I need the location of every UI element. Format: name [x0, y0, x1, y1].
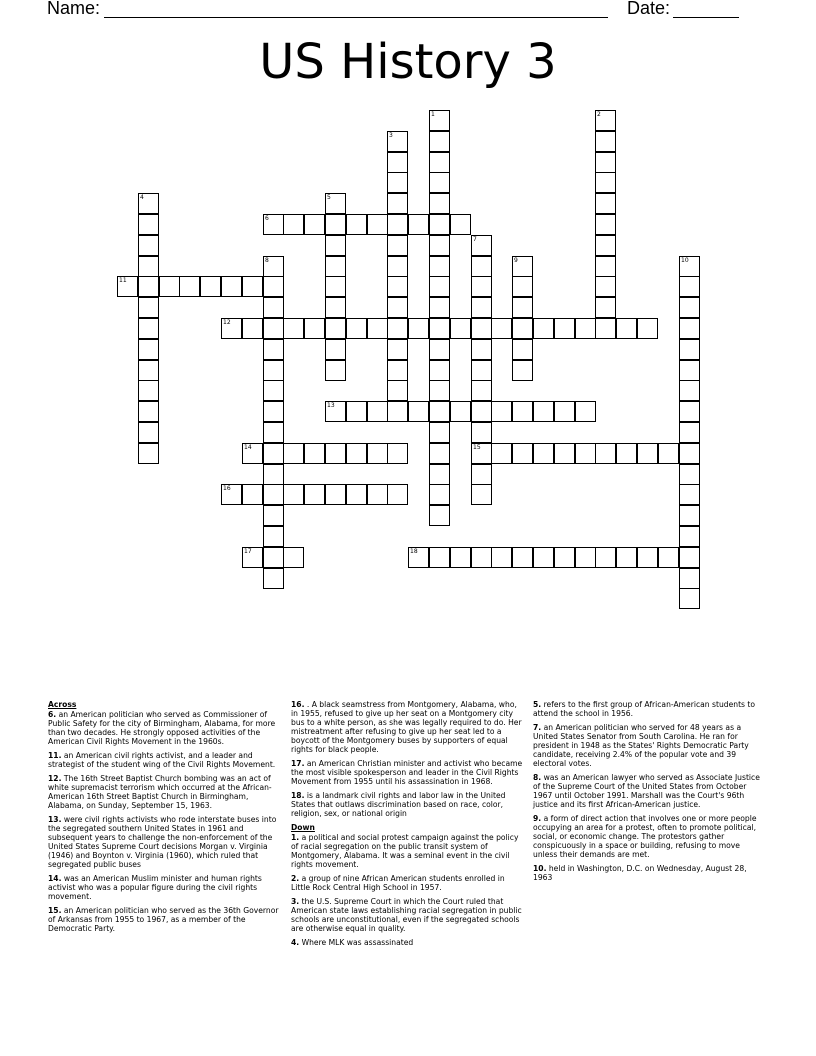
grid-cell[interactable] [450, 547, 471, 568]
clue-number: 6. [48, 710, 57, 719]
grid-cell[interactable] [325, 339, 346, 360]
grid-cell[interactable] [325, 235, 346, 256]
grid-cell[interactable] [471, 547, 492, 568]
grid-cell[interactable] [595, 318, 616, 339]
clue-text: the U.S. Supreme Court in which the Court ruled that American state laws establishing racial segregation in public schools are unconstitutional, even if the segregated schools are otherwise equal in quality. [291, 897, 522, 933]
grid-cell[interactable] [117, 276, 138, 297]
grid-cell[interactable] [387, 443, 408, 464]
grid-cell[interactable] [575, 318, 596, 339]
grid-cell[interactable] [616, 443, 637, 464]
grid-cell[interactable] [179, 276, 200, 297]
clue-item [48, 874, 283, 901]
grid-cell[interactable] [367, 214, 388, 235]
grid-cell[interactable] [595, 443, 616, 464]
cell-number: 16 [223, 485, 231, 492]
grid-cell[interactable] [679, 484, 700, 505]
grid-cell[interactable] [429, 214, 450, 235]
clue-text: an American politician who served for 48 years as a United States Senator from South Carolina. He ran for president in 1948 as the States' Rights Democratic Party candidate, receiving 2.4% of the popular vote and 39 electoral votes. [533, 723, 749, 768]
cell-number: 1 [431, 111, 435, 118]
grid-cell[interactable] [263, 360, 284, 381]
grid-cell[interactable] [387, 276, 408, 297]
grid-cell[interactable] [138, 256, 159, 277]
grid-cell[interactable] [325, 193, 346, 214]
grid-cell[interactable] [679, 422, 700, 443]
clue-number: 8. [533, 773, 542, 782]
grid-cell[interactable] [325, 256, 346, 277]
grid-cell[interactable] [263, 339, 284, 360]
grid-cell[interactable] [637, 443, 658, 464]
grid-cell[interactable] [533, 401, 554, 422]
grid-cell[interactable] [408, 318, 429, 339]
grid-cell[interactable] [512, 297, 533, 318]
grid-cell[interactable] [387, 318, 408, 339]
grid-cell[interactable] [221, 276, 242, 297]
grid-cell[interactable] [491, 318, 512, 339]
grid-cell[interactable] [575, 401, 596, 422]
grid-cell[interactable] [138, 401, 159, 422]
grid-cell[interactable] [242, 318, 263, 339]
grid-cell[interactable] [679, 401, 700, 422]
clue-text: . A black seamstress from Montgomery, Alabama, who, in 1955, refused to give up her seat on a Montgomery city bus to a white person, as she was legally required to do. Her mistreatment after refusing to give up her seat led to a boycott of the Montgomery buses by supporters of equal rights for black people. [291, 700, 522, 754]
cell-number: 14 [244, 444, 252, 451]
grid-cell[interactable] [242, 547, 263, 568]
grid-cell[interactable] [554, 401, 575, 422]
clue-item [291, 874, 524, 892]
clue-item [533, 864, 765, 882]
clue-text: were civil rights activists who rode interstate buses into the segregated southern United States in 1961 and subsequent years to challenge the non-enforcement of the United States Supreme Court decisions Morgan v. Virginia (1946) and Boynton v. Virginia (1960), which ruled that segregated public buses [48, 815, 277, 869]
grid-cell[interactable] [367, 318, 388, 339]
cell-number: 18 [410, 548, 418, 555]
grid-cell[interactable] [263, 568, 284, 589]
clue-item [291, 897, 524, 933]
grid-cell[interactable] [491, 547, 512, 568]
grid-cell[interactable] [679, 526, 700, 547]
grid-cell[interactable] [138, 214, 159, 235]
clue-number: 10. [533, 864, 547, 873]
across-clue-list-cont [291, 700, 524, 818]
clues-column-3 [533, 700, 765, 887]
grid-cell[interactable] [450, 401, 471, 422]
clue-number: 11. [48, 751, 62, 760]
grid-cell[interactable] [387, 235, 408, 256]
cell-number: 2 [597, 111, 601, 118]
grid-cell[interactable] [471, 297, 492, 318]
clue-item [291, 938, 524, 947]
grid-cell[interactable] [429, 276, 450, 297]
cell-number: 13 [327, 402, 335, 409]
grid-cell[interactable] [429, 360, 450, 381]
cell-number: 5 [327, 194, 331, 201]
grid-cell[interactable] [387, 256, 408, 277]
grid-cell[interactable] [575, 443, 596, 464]
grid-cell[interactable] [595, 297, 616, 318]
grid-cell[interactable] [429, 422, 450, 443]
grid-cell[interactable] [595, 214, 616, 235]
grid-cell[interactable] [325, 443, 346, 464]
grid-cell[interactable] [679, 464, 700, 485]
grid-cell[interactable] [346, 318, 367, 339]
grid-cell[interactable] [325, 318, 346, 339]
clue-text: an American Christian minister and activist who became the most visible spokesperson and leader in the Civil Rights Movement from 1955 until his assassination in 1968. [291, 759, 523, 786]
clue-item [291, 700, 524, 754]
clue-item [533, 773, 765, 809]
clue-text: refers to the first group of African-American students to attend the school in 1956. [533, 700, 756, 718]
clue-item [533, 723, 765, 768]
grid-cell[interactable] [387, 214, 408, 235]
grid-cell[interactable] [679, 588, 700, 609]
grid-cell[interactable] [637, 547, 658, 568]
grid-cell[interactable] [283, 443, 304, 464]
cell-number: 3 [389, 132, 393, 139]
grid-cell[interactable] [471, 464, 492, 485]
clue-number: 3. [291, 897, 300, 906]
grid-cell[interactable] [595, 110, 616, 131]
grid-cell[interactable] [387, 131, 408, 152]
cell-number: 4 [140, 194, 144, 201]
grid-cell[interactable] [159, 276, 180, 297]
across-clue-list [48, 710, 283, 933]
grid-cell[interactable] [679, 339, 700, 360]
grid-cell[interactable] [408, 401, 429, 422]
grid-cell[interactable] [429, 152, 450, 173]
grid-cell[interactable] [679, 297, 700, 318]
grid-cell[interactable] [679, 318, 700, 339]
grid-cell[interactable] [512, 360, 533, 381]
grid-cell[interactable] [367, 401, 388, 422]
grid-cell[interactable] [429, 256, 450, 277]
grid-cell[interactable] [595, 152, 616, 173]
clue-item [291, 759, 524, 786]
grid-cell[interactable] [138, 193, 159, 214]
page-title: US History 3 [259, 34, 557, 90]
grid-cell[interactable] [471, 360, 492, 381]
grid-cell[interactable] [325, 297, 346, 318]
grid-cell[interactable] [429, 547, 450, 568]
clues-column-1 [48, 700, 283, 938]
grid-cell[interactable] [471, 484, 492, 505]
clue-item [48, 906, 283, 933]
clue-text: a form of direct action that involves one or more people occupying an area for a protest, often to promote political, social, or economic change. The protestors gather conspicuously in a space or building, refusing to move unless their demands are met. [533, 814, 757, 859]
grid-cell[interactable] [429, 464, 450, 485]
grid-cell[interactable] [263, 505, 284, 526]
grid-cell[interactable] [679, 380, 700, 401]
grid-cell[interactable] [679, 505, 700, 526]
grid-cell[interactable] [450, 214, 471, 235]
grid-cell[interactable] [138, 318, 159, 339]
grid-cell[interactable] [679, 360, 700, 381]
clue-number: 1. [291, 833, 300, 842]
clue-text: Where MLK was assassinated [299, 938, 414, 947]
grid-cell[interactable] [138, 339, 159, 360]
clue-number: 4. [291, 938, 300, 947]
grid-cell[interactable] [679, 547, 700, 568]
grid-cell[interactable] [263, 547, 284, 568]
clue-item [48, 774, 283, 810]
grid-cell[interactable] [200, 276, 221, 297]
clue-text: an American civil rights activist, and a leader and strategist of the student wing of the Civil Rights Movement. [48, 751, 276, 769]
grid-cell[interactable] [679, 568, 700, 589]
grid-cell[interactable] [304, 318, 325, 339]
grid-cell[interactable] [387, 172, 408, 193]
grid-cell[interactable] [304, 214, 325, 235]
grid-cell[interactable] [533, 547, 554, 568]
grid-cell[interactable] [595, 131, 616, 152]
grid-cell[interactable] [429, 110, 450, 131]
grid-cell[interactable] [263, 443, 284, 464]
cell-number: 7 [473, 236, 477, 243]
grid-cell[interactable] [263, 484, 284, 505]
grid-cell[interactable] [138, 276, 159, 297]
grid-cell[interactable] [450, 318, 471, 339]
grid-cell[interactable] [679, 443, 700, 464]
grid-cell[interactable] [595, 193, 616, 214]
clue-text: a political and social protest campaign against the policy of racial segregation on the public transit system of Montgomery, Alabama. It was a seminal event in the civil rights movement. [291, 833, 519, 869]
grid-cell[interactable] [283, 318, 304, 339]
grid-cell[interactable] [512, 276, 533, 297]
grid-cell[interactable] [429, 172, 450, 193]
grid-cell[interactable] [471, 422, 492, 443]
grid-cell[interactable] [533, 318, 554, 339]
clue-number: 9. [533, 814, 542, 823]
grid-cell[interactable] [595, 172, 616, 193]
down-clue-list-cont [533, 700, 765, 882]
grid-cell[interactable] [471, 318, 492, 339]
clue-number: 18. [291, 791, 305, 800]
grid-cell[interactable] [367, 484, 388, 505]
clue-item [533, 814, 765, 859]
grid-cell[interactable] [387, 380, 408, 401]
cell-number: 10 [681, 257, 689, 264]
grid-cell[interactable] [346, 484, 367, 505]
grid-cell[interactable] [595, 235, 616, 256]
grid-cell[interactable] [263, 464, 284, 485]
clues-column-2 [291, 700, 524, 952]
grid-cell[interactable] [387, 297, 408, 318]
grid-cell[interactable] [325, 214, 346, 235]
clue-number: 15. [48, 906, 62, 915]
clue-text: held in Washington, D.C. on Wednesday, August 28, 1963 [533, 864, 747, 882]
grid-cell[interactable] [138, 422, 159, 443]
clue-text: a group of nine African American students enrolled in Little Rock Central High School in 1957. [291, 874, 505, 892]
grid-cell[interactable] [242, 443, 263, 464]
grid-cell[interactable] [679, 276, 700, 297]
grid-cell[interactable] [658, 443, 679, 464]
clue-text: The 16th Street Baptist Church bombing was an act of white supremacist terrorism which occurred at the African-American 16th Street Baptist Church in Birmingham, Alabama, on Sunday, September 15, 1963. [48, 774, 272, 810]
grid-cell[interactable] [325, 276, 346, 297]
grid-cell[interactable] [263, 526, 284, 547]
grid-cell[interactable] [429, 131, 450, 152]
grid-cell[interactable] [304, 443, 325, 464]
grid-cell[interactable] [679, 256, 700, 277]
grid-cell[interactable] [263, 318, 284, 339]
clue-number: 13. [48, 815, 62, 824]
grid-cell[interactable] [429, 193, 450, 214]
grid-cell[interactable] [221, 318, 242, 339]
clue-number: 14. [48, 874, 62, 883]
grid-cell[interactable] [512, 401, 533, 422]
cell-number: 11 [119, 277, 127, 284]
clue-item [291, 833, 524, 869]
grid-cell[interactable] [429, 380, 450, 401]
grid-cell[interactable] [325, 401, 346, 422]
grid-cell[interactable] [512, 339, 533, 360]
grid-cell[interactable] [138, 443, 159, 464]
clue-number: 7. [533, 723, 542, 732]
grid-cell[interactable] [138, 235, 159, 256]
grid-cell[interactable] [221, 484, 242, 505]
grid-cell[interactable] [304, 484, 325, 505]
grid-cell[interactable] [512, 318, 533, 339]
cell-number: 12 [223, 319, 231, 326]
grid-cell[interactable] [637, 318, 658, 339]
grid-cell[interactable] [512, 547, 533, 568]
grid-cell[interactable] [263, 380, 284, 401]
grid-cell[interactable] [429, 401, 450, 422]
grid-cell[interactable] [595, 276, 616, 297]
grid-cell[interactable] [242, 484, 263, 505]
grid-cell[interactable] [533, 443, 554, 464]
grid-cell[interactable] [554, 318, 575, 339]
grid-cell[interactable] [346, 401, 367, 422]
grid-cell[interactable] [138, 297, 159, 318]
grid-cell[interactable] [471, 443, 492, 464]
grid-cell[interactable] [471, 235, 492, 256]
grid-cell[interactable] [512, 443, 533, 464]
clue-number: 12. [48, 774, 62, 783]
grid-cell[interactable] [325, 484, 346, 505]
grid-cell[interactable] [346, 443, 367, 464]
clue-item [533, 700, 765, 718]
grid-cell[interactable] [595, 547, 616, 568]
grid-cell[interactable] [387, 360, 408, 381]
clue-item [48, 710, 283, 746]
grid-cell[interactable] [242, 276, 263, 297]
clue-number: 17. [291, 759, 305, 768]
cell-number: 8 [265, 257, 269, 264]
grid-cell[interactable] [512, 256, 533, 277]
grid-cell[interactable] [408, 214, 429, 235]
name-label: Name: [47, 0, 101, 18]
grid-cell[interactable] [283, 547, 304, 568]
grid-cell[interactable] [387, 339, 408, 360]
grid-cell[interactable] [471, 380, 492, 401]
clue-text: an American politician who served as the 36th Governor of Arkansas from 1955 to 1967, as a member of the Democratic Party. [48, 906, 279, 933]
grid-cell[interactable] [429, 235, 450, 256]
grid-cell[interactable] [429, 505, 450, 526]
grid-cell[interactable] [616, 547, 637, 568]
grid-cell[interactable] [263, 256, 284, 277]
grid-cell[interactable] [575, 547, 596, 568]
clue-number: 5. [533, 700, 542, 709]
grid-cell[interactable] [554, 443, 575, 464]
down-clue-list [291, 833, 524, 947]
grid-cell[interactable] [429, 297, 450, 318]
clue-number: 2. [291, 874, 300, 883]
grid-cell[interactable] [471, 401, 492, 422]
grid-cell[interactable] [471, 339, 492, 360]
clue-text: was an American Muslim minister and human rights activist who was a popular figure during the civil rights movement. [48, 874, 262, 901]
grid-cell[interactable] [346, 214, 367, 235]
grid-cell[interactable] [138, 380, 159, 401]
grid-cell[interactable] [387, 484, 408, 505]
grid-cell[interactable] [263, 214, 284, 235]
cell-number: 15 [473, 444, 481, 451]
grid-cell[interactable] [408, 547, 429, 568]
cell-number: 17 [244, 548, 252, 555]
grid-cell[interactable] [263, 297, 284, 318]
date-label: Date: [627, 0, 671, 18]
clue-item [48, 815, 283, 869]
grid-cell[interactable] [263, 422, 284, 443]
clue-item [291, 791, 524, 818]
grid-cell[interactable] [283, 214, 304, 235]
clue-text: is a landmark civil rights and labor law in the United States that outlaws discrimination based on race, color, religion, sex, or national origin [291, 791, 506, 818]
grid-cell[interactable] [429, 318, 450, 339]
grid-cell[interactable] [595, 256, 616, 277]
grid-cell[interactable] [658, 547, 679, 568]
grid-cell[interactable] [263, 401, 284, 422]
grid-cell[interactable] [491, 401, 512, 422]
grid-cell[interactable] [387, 152, 408, 173]
grid-cell[interactable] [138, 360, 159, 381]
clue-text: was an American lawyer who served as Associate Justice of the Supreme Court of the United States from October 1967 until October 1991. Marshall was the Court's 96th justice and its first African-American justice. [533, 773, 760, 809]
grid-cell[interactable] [387, 193, 408, 214]
grid-cell[interactable] [325, 360, 346, 381]
grid-cell[interactable] [491, 443, 512, 464]
grid-cell[interactable] [429, 484, 450, 505]
grid-cell[interactable] [367, 443, 388, 464]
cell-number: 6 [265, 215, 269, 222]
grid-cell[interactable] [429, 339, 450, 360]
grid-cell[interactable] [283, 484, 304, 505]
clue-item [48, 751, 283, 769]
grid-cell[interactable] [387, 401, 408, 422]
grid-cell[interactable] [471, 276, 492, 297]
grid-cell[interactable] [263, 276, 284, 297]
grid-cell[interactable] [616, 318, 637, 339]
grid-cell[interactable] [429, 443, 450, 464]
across-heading: Across [48, 700, 77, 709]
clue-number: 16. [291, 700, 305, 709]
cell-number: 9 [514, 257, 518, 264]
grid-cell[interactable] [554, 547, 575, 568]
grid-cell[interactable] [471, 256, 492, 277]
clue-text: an American politician who served as Commissioner of Public Safety for the city of Birmingham, Alabama, for more than two decades. He strongly opposed activities of the American Civil Rights Movement in the 1960s. [48, 710, 276, 746]
down-heading: Down [291, 823, 315, 832]
